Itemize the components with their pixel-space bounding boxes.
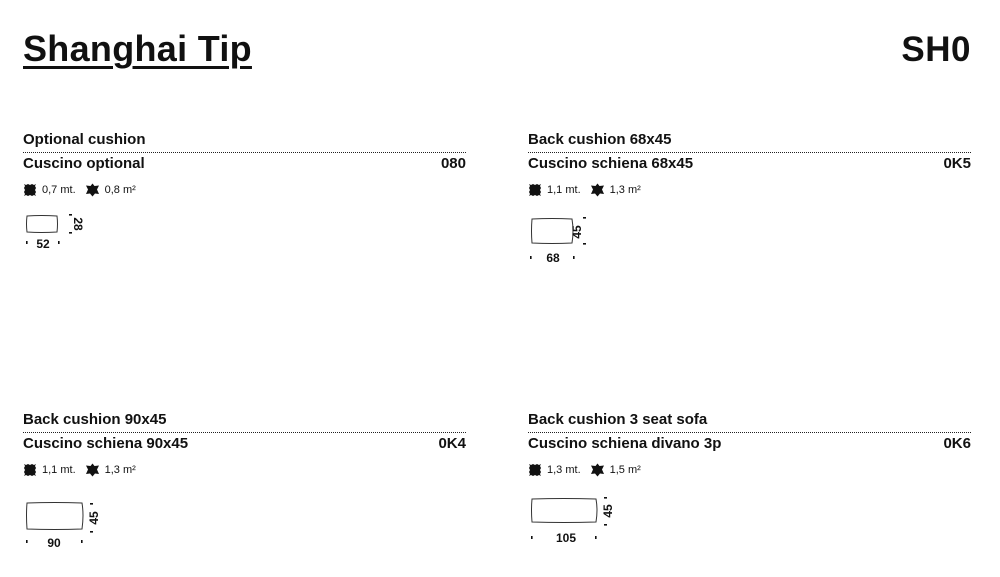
dotted-divider <box>528 152 971 153</box>
product-item <box>528 411 971 561</box>
width-label: 105 <box>555 531 577 545</box>
height-label: 45 <box>87 511 101 525</box>
leather-quantity: 0,8 m² <box>104 184 136 196</box>
item-name-english: Back cushion 68x45 <box>528 131 672 148</box>
cushion-dimension-drawing <box>528 481 688 551</box>
item-name-english: Back cushion 90x45 <box>23 411 167 428</box>
height-label: 28 <box>71 217 85 231</box>
leather-hide-icon <box>590 463 605 477</box>
width-label: 68 <box>546 251 560 265</box>
item-code: 080 <box>440 155 466 172</box>
leather-quantity: 1,3 m² <box>104 464 136 476</box>
cushion-dimension-drawing <box>23 481 183 551</box>
material-specs <box>528 461 641 479</box>
item-code: 0K6 <box>943 435 971 452</box>
product-item <box>23 411 466 561</box>
item-name-english: Optional cushion <box>23 131 146 148</box>
width-label: 90 <box>47 536 61 550</box>
fabric-swatch-icon <box>528 183 542 197</box>
item-name-italian: Cuscino schiena 90x45 <box>23 435 189 452</box>
material-specs <box>23 181 136 199</box>
leather-quantity: 1,5 m² <box>609 464 641 476</box>
width-label: 52 <box>36 237 50 251</box>
leather-hide-icon <box>590 183 605 197</box>
leather-hide-icon <box>85 463 100 477</box>
height-label: 45 <box>601 504 615 518</box>
fabric-swatch-icon <box>23 463 37 477</box>
material-specs <box>23 461 136 479</box>
leather-quantity: 1,3 m² <box>609 184 641 196</box>
dotted-divider <box>528 432 971 433</box>
product-item <box>23 131 466 281</box>
item-name-italian: Cuscino schiena 68x45 <box>528 155 694 172</box>
fabric-quantity: 0,7 mt. <box>42 184 76 196</box>
fabric-swatch-icon <box>23 183 37 197</box>
cushion-dimension-drawing <box>528 201 688 271</box>
product-item <box>528 131 971 281</box>
dotted-divider <box>23 152 466 153</box>
page-title: Shanghai Tip <box>23 28 252 69</box>
item-code: 0K5 <box>943 155 971 172</box>
leather-hide-icon <box>85 183 100 197</box>
fabric-quantity: 1,1 mt. <box>547 184 581 196</box>
collection-code: SH0 <box>901 30 971 69</box>
material-specs <box>528 181 641 199</box>
item-code: 0K4 <box>438 435 466 452</box>
dotted-divider <box>23 432 466 433</box>
fabric-quantity: 1,1 mt. <box>42 464 76 476</box>
height-label: 45 <box>570 225 584 239</box>
cushion-dimension-drawing <box>23 201 183 271</box>
fabric-quantity: 1,3 mt. <box>547 464 581 476</box>
item-name-italian: Cuscino schiena divano 3p <box>528 435 722 452</box>
item-name-italian: Cuscino optional <box>23 155 145 172</box>
item-name-english: Back cushion 3 seat sofa <box>528 411 708 428</box>
fabric-swatch-icon <box>528 463 542 477</box>
